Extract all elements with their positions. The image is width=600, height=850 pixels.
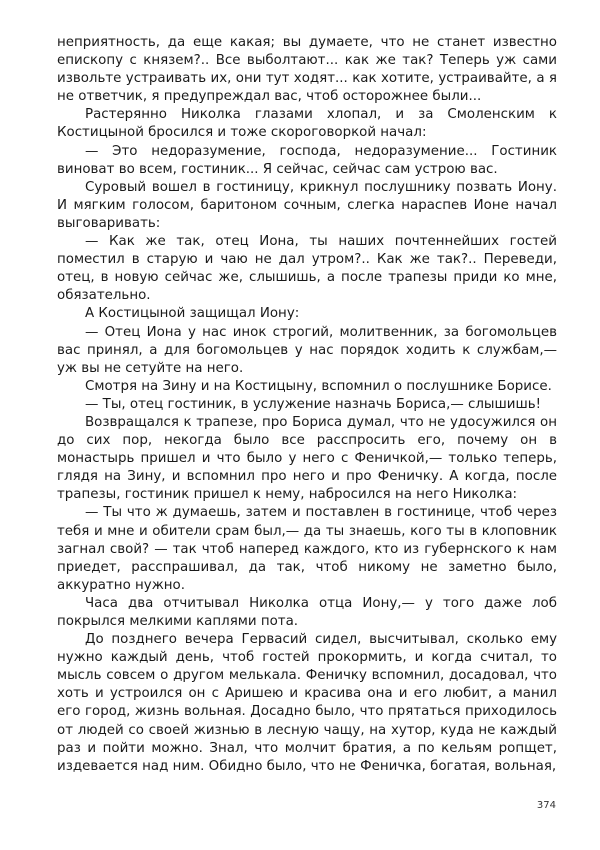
- paragraph: Часа два отчитывал Николка отца Иону,— у того даже лоб покрылся мелкими каплями пота.: [57, 595, 557, 629]
- paragraph: — Ты, отец гостиник, в услужение назначь Бориса,— слышишь!: [85, 396, 541, 412]
- paragraph: — Это недоразумение, господа, недоразумение... Гостиник виноват во всем, гостиник... Я сейчас, сейчас сам устрою вас.: [57, 143, 557, 177]
- paragraph: — Ты что ж думаешь, затем и поставлен в гостинице, чтоб через тебя и мне и обители срам был,— да ты знаешь, кого ты в клоповник загнал свой? — так чтоб наперед каждого, кто из губернского к нам приедет, расспрашивал, да так, чтоб никому не заметно было, аккуратно нужно.: [57, 505, 557, 593]
- body-text: [57, 34, 557, 776]
- paragraph: — Отец Иона у нас инок строгий, молитвенник, за богомольцев вас принял, а для богомольцев у нас порядок ходить к службам,— уж вы не сетуйте на него.: [57, 324, 557, 376]
- paragraph: Суровый вошел в гостиницу, крикнул послушнику позвать Иону. И мягким голосом, баритоном сочным, слегка нараспев Ионе начал выговаривать:: [57, 179, 557, 231]
- paragraph: Растерянно Николка глазами хлопал, и за Смоленским к Костицыной бросился и тоже скороговоркой начал:: [57, 107, 557, 141]
- paragraph: Возвращался к трапезе, про Бориса думал, что не удосужился он до сих пор, некогда было все расспросить его, почему он в монастырь пришел и что было у него с Феничкой,— только теперь, глядя на Зину, и вспомнил про него и про Феничку. А когда, после трапезы, гостиник пришел к нему, набросился на него Николка:: [57, 414, 557, 503]
- paragraph: неприятность, да еще какая; вы думаете, что не станет известно епископу с князем?.. Все выболтают... как же так? Теперь уж сами извольте устраивать их, они тут ходят... как хотите, устраивайте, а я не ответчик, я предупреждал вас, чтоб осторожнее были...: [57, 35, 557, 105]
- paragraph: Смотря на Зину и на Костицыну, вспомнил о послушнике Борисе.: [85, 378, 552, 394]
- page-number: 374: [536, 800, 556, 811]
- paragraph: А Костицыной защищал Иону:: [85, 306, 300, 322]
- paragraph: До позднего вечера Гервасий сидел, высчитывал, сколько ему нужно каждый день, чтоб гостей прокормить, и когда считал, то мысль совсем о другом мелькала. Феничку вспомнил, досадовал, что хоть и устроился он с Аришею и красива она и его любит, а манил его город, жизнь вольная. Досадно было, что прятаться приходилось от людей со своей жизнью в лесную чащу, на хутор, куда не каждый раз и пойти можно. Знал, что молчит братия, а по кельям ропщет, издевается над ним. Обидно было, что не Феничка, богатая, вольная,: [57, 632, 557, 774]
- paragraph: — Как же так, отец Иона, ты наших почтеннейших гостей поместил в старую и чаю не дал утром?.. Как же так?.. Переведи, отец, в новую сейчас же, слышишь, а после трапезы приди ко мне, обязательно.: [57, 234, 557, 304]
